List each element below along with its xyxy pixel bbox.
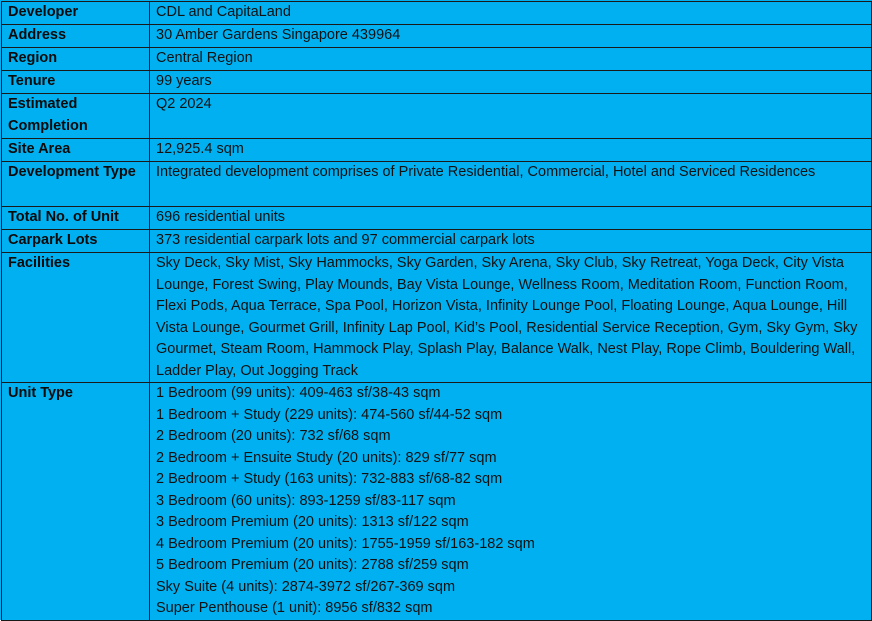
unit-type-line: Sky Suite (4 units): 2874-3972 sf/267-369 sqm: [156, 578, 456, 595]
total-units-value: 696 residential units: [150, 207, 872, 230]
unit-type-line: 2 Bedroom + Ensuite Study (20 units): 829 sf/77 sqm: [156, 449, 497, 466]
table-row-total-units: [2, 207, 872, 230]
table-row-address: [2, 25, 872, 48]
estimated-completion-label: Estimated Completion: [2, 94, 150, 139]
table-row-facilities: [2, 253, 872, 383]
table-row-estimated-completion: [2, 94, 872, 139]
site-area-label: Site Area: [2, 139, 150, 162]
table-row-development-type: [2, 162, 872, 207]
tenure-label: Tenure: [2, 71, 150, 94]
unit-type-line: 1 Bedroom + Study (229 units): 474-560 sf/44-52 sqm: [156, 406, 503, 423]
carpark-lots-label: Carpark Lots: [2, 230, 150, 253]
table-row-site-area: [2, 139, 872, 162]
tenure-value: 99 years: [150, 71, 872, 94]
region-label: Region: [2, 48, 150, 71]
total-units-label: Total No. of Unit: [2, 207, 150, 230]
region-value: Central Region: [150, 48, 872, 71]
unit-type-line: 2 Bedroom (20 units): 732 sf/68 sqm: [156, 428, 391, 444]
table-row-developer: [2, 2, 872, 25]
facilities-label: Facilities: [2, 253, 150, 383]
unit-type-value: [150, 383, 872, 621]
unit-type-line: 3 Bedroom (60 units): 893-1259 sf/83-117 sqm: [156, 492, 456, 509]
developer-label: Developer: [2, 2, 150, 25]
table-row-carpark-lots: [2, 230, 872, 253]
table-row-tenure: [2, 71, 872, 94]
address-label: Address: [2, 25, 150, 48]
address-value: 30 Amber Gardens Singapore 439964: [150, 25, 872, 48]
estimated-completion-value: Q2 2024: [150, 94, 872, 139]
unit-type-line: 5 Bedroom Premium (20 units): 2788 sf/259 sqm: [156, 557, 469, 573]
carpark-lots-value: 373 residential carpark lots and 97 commercial carpark lots: [150, 230, 872, 253]
unit-type-line: 1 Bedroom (99 units): 409-463 sf/38-43 sqm: [156, 385, 441, 401]
development-type-value: Integrated development comprises of Private Residential, Commercial, Hotel and Serviced Residences: [150, 162, 872, 207]
facilities-value: Sky Deck, Sky Mist, Sky Hammocks, Sky Garden, Sky Arena, Sky Club, Sky Retreat, Yoga Deck, City Vista Lounge, Forest Swing, Play Mounds, Bay Vista Lounge, Wellness Room, Meditation Room, Function Room, Flexi Pods, Aqua Terrace, Spa Pool, Horizon Vista, Infinity Lounge Pool, Floating Lounge, Aqua Lounge, Hill Vista Lounge, Gourmet Grill, Infinity Lap Pool, Kid’s Pool, Residential Service Reception, Gym, Sky Gym, Sky Gourmet, Steam Room, Hammock Play, Splash Play, Balance Walk, Nest Play, Rope Climb, Bouldering Wall, Ladder Play, Out Jogging Track: [150, 253, 872, 383]
unit-type-line: 4 Bedroom Premium (20 units): 1755-1959 sf/163-182 sqm: [156, 535, 535, 552]
developer-value: CDL and CapitaLand: [150, 2, 872, 25]
unit-type-line: 2 Bedroom + Study (163 units): 732-883 sf/68-82 sqm: [156, 471, 503, 487]
property-info-table: [1, 1, 872, 621]
unit-type-line: 3 Bedroom Premium (20 units): 1313 sf/122 sqm: [156, 514, 469, 530]
table-row-unit-type: [2, 383, 872, 621]
table-row-region: [2, 48, 872, 71]
site-area-value: 12,925.4 sqm: [150, 139, 872, 162]
unit-type-line: Super Penthouse (1 unit): 8956 sf/832 sqm: [156, 600, 433, 616]
unit-type-label: Unit Type: [2, 383, 150, 621]
development-type-label: Development Type: [2, 162, 150, 207]
